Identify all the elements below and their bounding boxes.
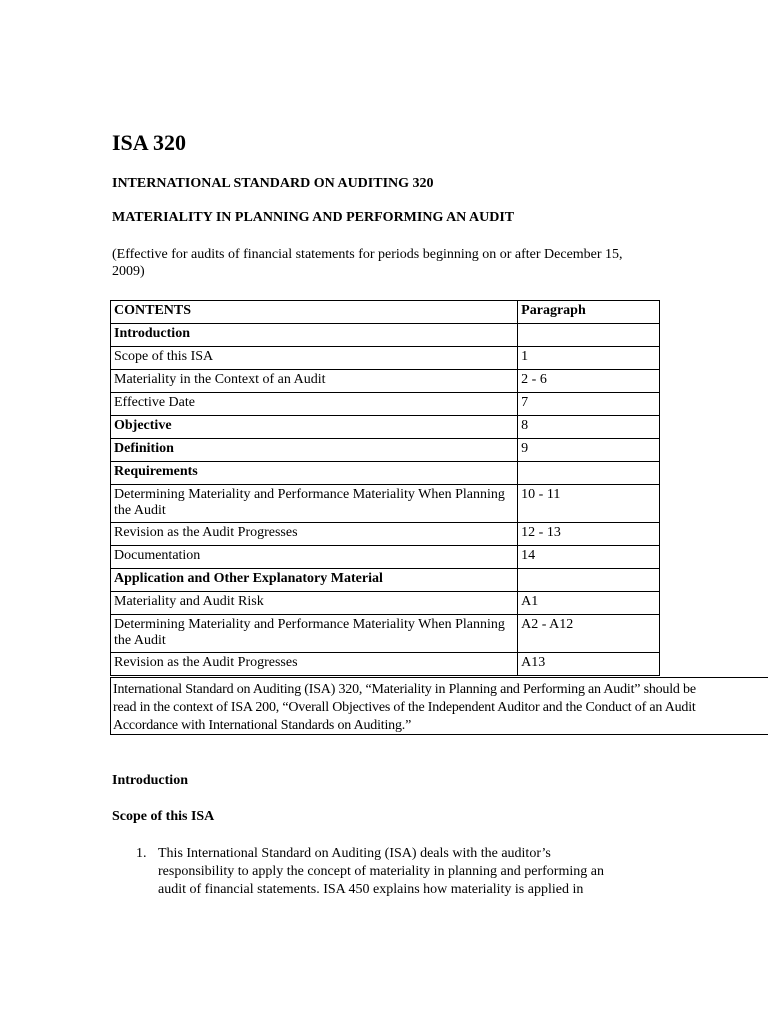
standard-subject: MATERIALITY IN PLANNING AND PERFORMING AN AUDIT: [112, 210, 515, 225]
paragraph-number: 1.: [136, 846, 147, 861]
contents-row-paragraph: 2 - 6: [518, 370, 660, 393]
contents-row-label: Application and Other Explanatory Material: [111, 569, 518, 592]
paragraph-line: responsibility to apply the concept of materiality in planning and performing an: [158, 864, 604, 879]
contents-row: [111, 393, 660, 416]
contents-row-paragraph: [518, 324, 660, 347]
contents-row-label: Requirements: [111, 462, 518, 485]
contents-row: [111, 370, 660, 393]
contents-row-paragraph: [518, 462, 660, 485]
contents-row-paragraph: [518, 569, 660, 592]
contents-row: [111, 653, 660, 676]
contents-row-paragraph: 7: [518, 393, 660, 416]
contents-row: [111, 416, 660, 439]
contents-row: [111, 347, 660, 370]
contents-row-label: Determining Materiality and Performance Materiality When Planning the Audit: [111, 485, 518, 523]
contents-row: [111, 592, 660, 615]
contents-row: [111, 569, 660, 592]
contents-row-label: Revision as the Audit Progresses: [111, 653, 518, 676]
document-title: ISA 320: [112, 130, 186, 155]
contents-row-label: Introduction: [111, 324, 518, 347]
contents-row-label: Documentation: [111, 546, 518, 569]
contents-row-label: Materiality in the Context of an Audit: [111, 370, 518, 393]
contents-row-label: Scope of this ISA: [111, 347, 518, 370]
context-note-line: read in the context of ISA 200, “Overall Objectives of the Independent Auditor and the Conduct of an Audit: [113, 700, 696, 715]
contents-row-label: Objective: [111, 416, 518, 439]
context-note-line: International Standard on Auditing (ISA) 320, “Materiality in Planning and Performing an Audit” should be: [113, 682, 696, 697]
contents-row: [111, 615, 660, 653]
subsection-heading-scope: Scope of this ISA: [112, 809, 215, 824]
contents-header-paragraph: Paragraph: [518, 301, 660, 324]
numbered-paragraph: [136, 845, 646, 899]
contents-row: [111, 462, 660, 485]
contents-row-label: Revision as the Audit Progresses: [111, 523, 518, 546]
contents-row-paragraph: A2 - A12: [518, 615, 660, 653]
contents-row-label: Materiality and Audit Risk: [111, 592, 518, 615]
paragraph-text: [158, 845, 646, 899]
contents-row-paragraph: 8: [518, 416, 660, 439]
context-note-box: [110, 677, 768, 735]
contents-row: [111, 324, 660, 347]
contents-row-paragraph: A1: [518, 592, 660, 615]
contents-table: [110, 300, 660, 676]
contents-row-label: Determining Materiality and Performance Materiality When Planning the Audit: [111, 615, 518, 653]
effective-date-note: (Effective for audits of financial statements for periods beginning on or after December 15, 2009): [112, 247, 623, 279]
contents-row-paragraph: 1: [518, 347, 660, 370]
contents-header-row: [111, 301, 660, 324]
paragraph-line: This International Standard on Auditing (ISA) deals with the auditor’s: [158, 846, 551, 861]
contents-row-paragraph: 10 - 11: [518, 485, 660, 523]
contents-row-label: Definition: [111, 439, 518, 462]
contents-row-paragraph: 12 - 13: [518, 523, 660, 546]
contents-header-label: CONTENTS: [111, 301, 518, 324]
standard-name: INTERNATIONAL STANDARD ON AUDITING 320: [112, 176, 434, 191]
contents-row-label: Effective Date: [111, 393, 518, 416]
context-note-line: Accordance with International Standards on Auditing.”: [113, 718, 412, 733]
contents-row: [111, 439, 660, 462]
contents-row-paragraph: A13: [518, 653, 660, 676]
paragraph-line: audit of financial statements. ISA 450 explains how materiality is applied in: [158, 882, 584, 897]
contents-row: [111, 546, 660, 569]
contents-row: [111, 485, 660, 523]
section-heading-introduction: Introduction: [112, 773, 188, 788]
contents-row-paragraph: 9: [518, 439, 660, 462]
contents-row: [111, 523, 660, 546]
contents-row-paragraph: 14: [518, 546, 660, 569]
